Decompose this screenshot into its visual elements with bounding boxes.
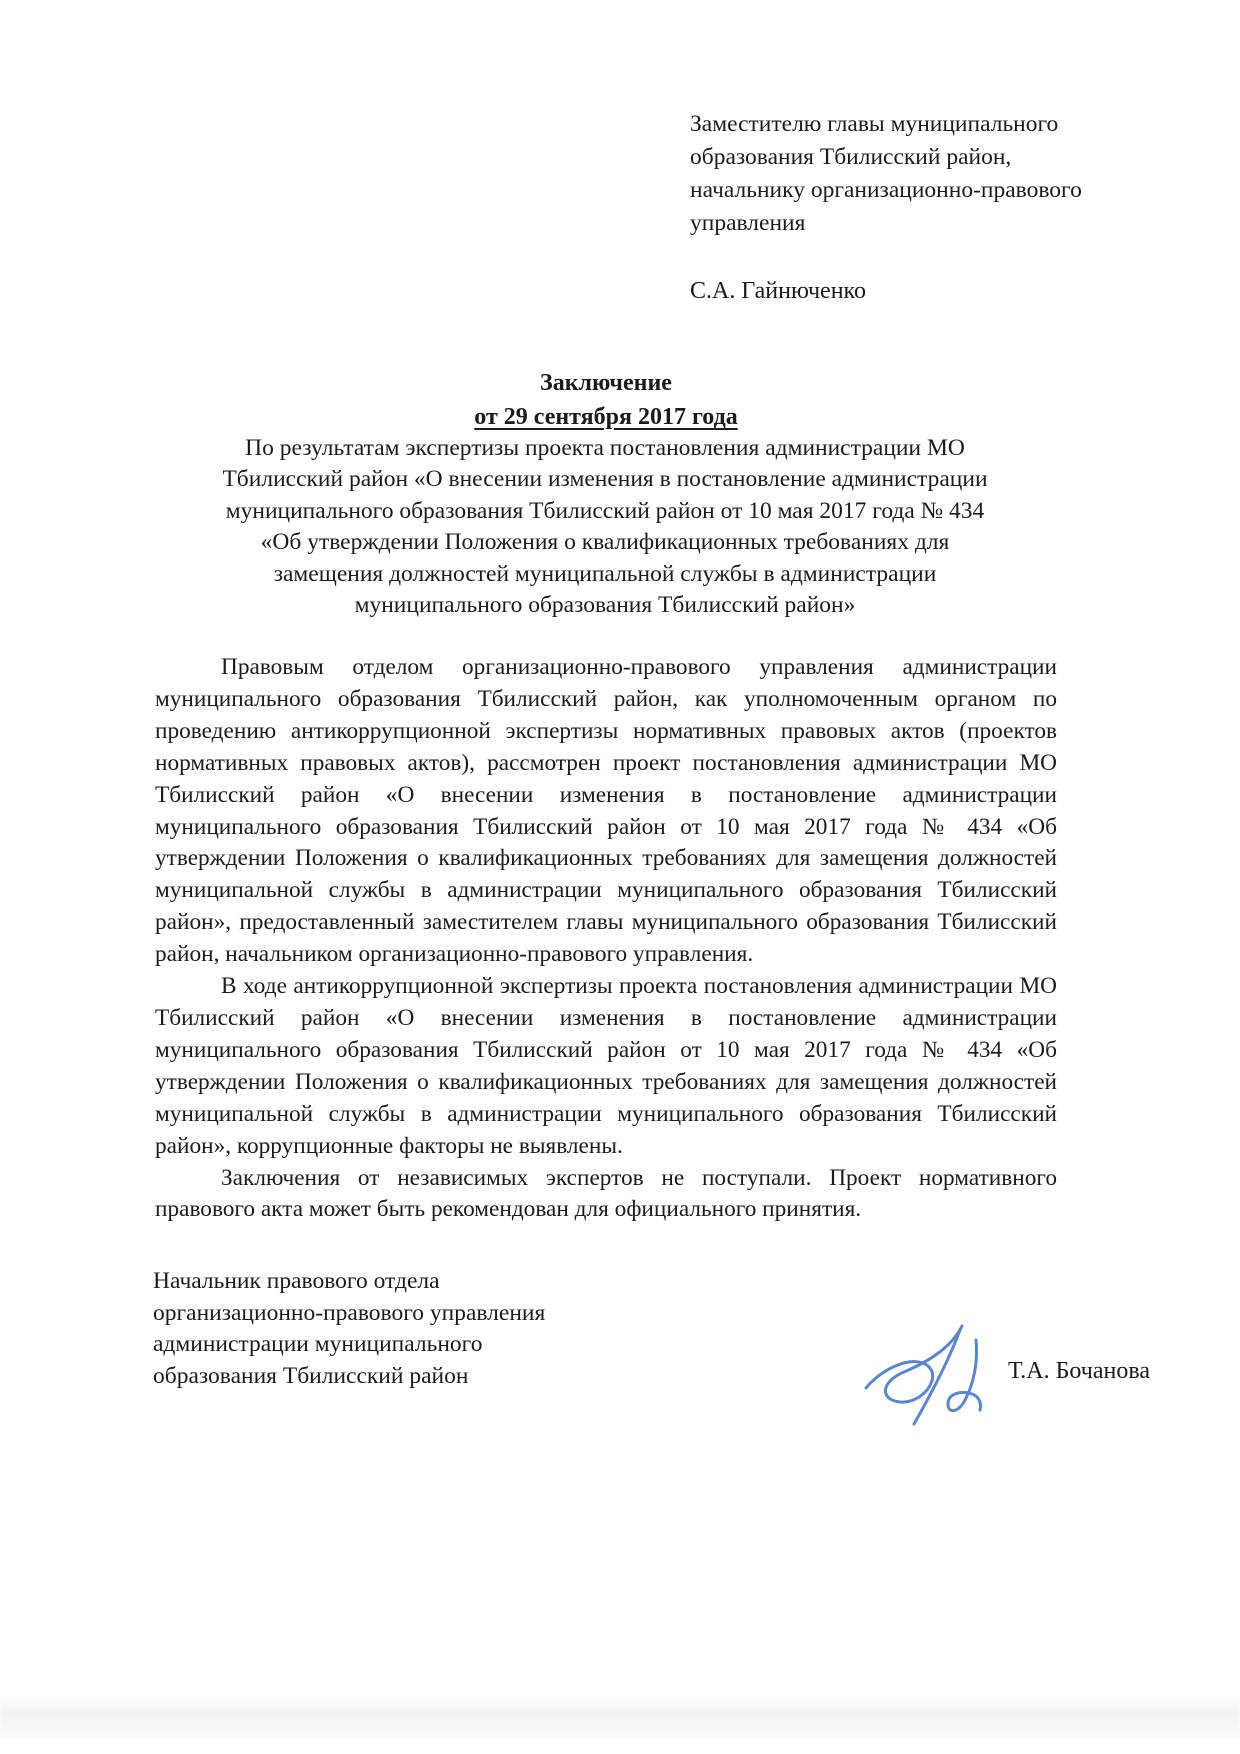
signature-title-line: Начальник правового отдела [153,1268,440,1294]
signature-stroke [866,1326,962,1402]
subject-line: муниципального образования Тбилисский район» [354,592,856,619]
subject-line: «Об утверждении Положения о квалификационных требованиях для [260,529,950,556]
document-title-block [155,366,1057,434]
addressee-line: управления [690,210,806,236]
addressee-line: Заместителю главы муниципального [690,111,1059,137]
addressee-block [690,108,1130,240]
subject-line: Тбилисский район «О внесении изменения в постановление администрации [222,466,988,493]
body-paragraph: Заключения от независимых экспертов не поступали. Проект нормативного правового акта может быть рекомендован для официального принятия. [155,1164,1057,1223]
document-title: Заключение [540,370,672,396]
subject-line: муниципального образования Тбилисский район от 10 мая 2017 года № 434 [225,497,985,524]
document-date: от 29 сентября 2017 года [474,404,738,430]
signer-name: Т.А. Бочанова [1008,1358,1150,1384]
signature-icon [852,1322,1022,1442]
body-paragraph: В ходе антикоррупционной экспертизы проекта постановления администрации МО Тбилисский район «О внесении изменения в постановление администрации муниципального образования Тбилисский район от 10 мая 2017 года № 434 «Об утверждении Положения о квалификационных требованиях для замещения должностей муниципальной службы в администрации муниципального образования Тбилисский район», коррупционные факторы не выявлены. [155,973,1057,1159]
signature-title-line: организационно-правового управления [153,1299,546,1326]
subject-block [148,433,1062,621]
addressee-line: начальнику организационно-правового [690,177,1082,203]
document-body [155,652,1057,1226]
scan-artifact [0,1696,1240,1738]
subject-line: По результатам экспертизы проекта постановления администрации МО [245,435,965,461]
signature-title-block [153,1266,545,1392]
recipient-name: С.А. Гайнюченко [690,278,866,304]
subject-line: замещения должностей муниципальной службы в администрации [273,560,937,587]
body-paragraph: Правовым отделом организационно-правового управления администрации муниципального образования Тбилисский район, как уполномоченным органом по проведению антикоррупционной экспертизы нормативных правовых актов (проектов нормативных правовых актов), рассмотрен проект постановления администрации МО Тбилисский район «О внесении изменения в постановление администрации муниципального образования Тбилисский район от 10 мая 2017 года № 434 «Об утверждении Положения о квалификационных требованиях для замещения должностей муниципальной службы в администрации муниципального образования Тбилисский район», предоставленный заместителем главы муниципального образования Тбилисский район, начальником организационно-правового управления. [155,654,1057,968]
addressee-line: образования Тбилисский район, [690,144,1012,170]
signature-title-line: образования Тбилисский район [153,1362,469,1389]
signature-title-line: администрации муниципального [153,1331,483,1358]
